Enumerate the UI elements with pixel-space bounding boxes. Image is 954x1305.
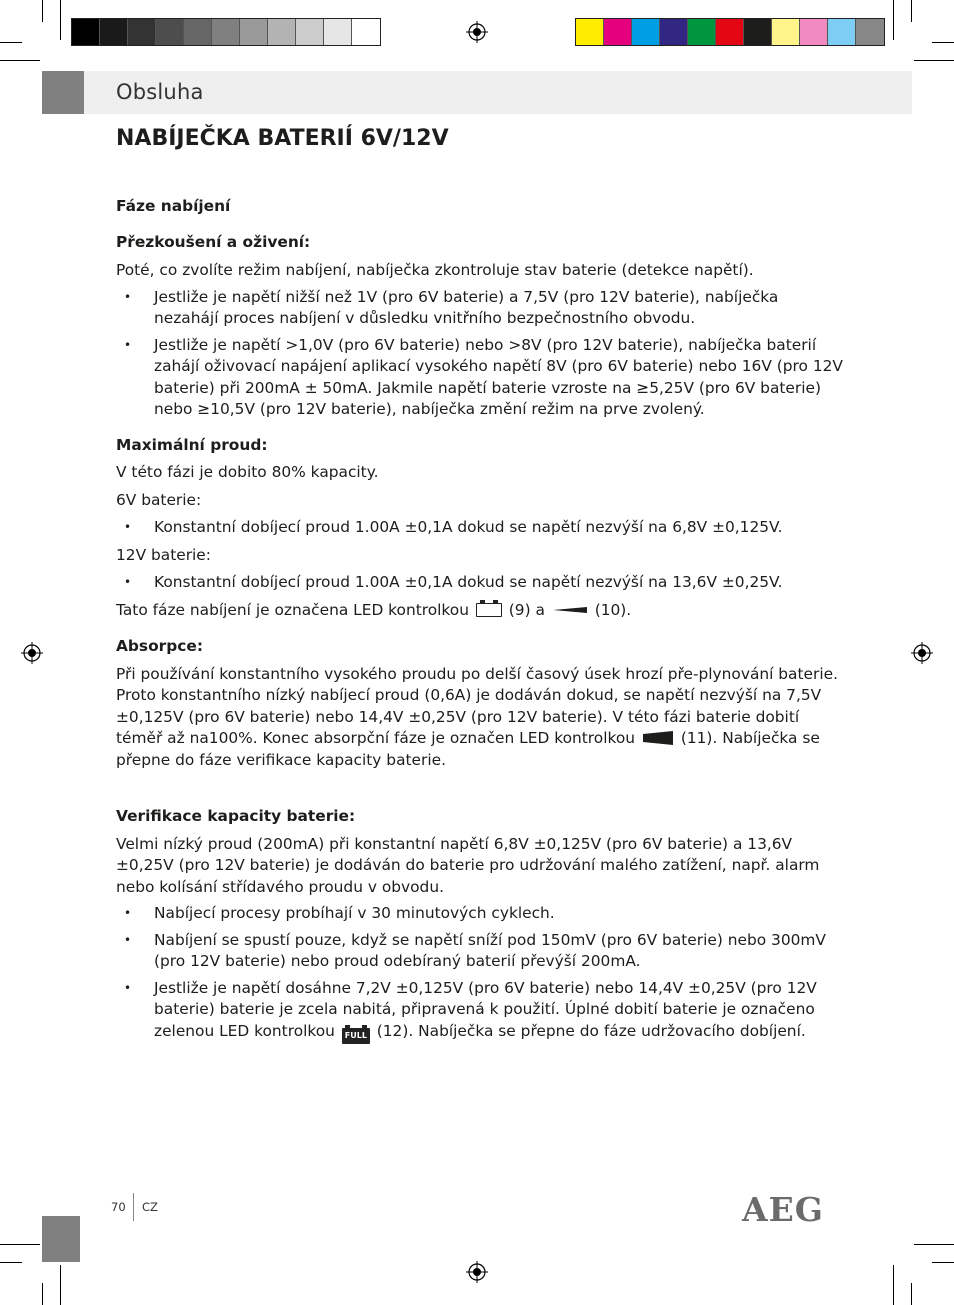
text: Při používání konstantního vysokého proudu po delší časový úsek hrozí pře-plynování baterie. Proto konstantního nízký nabíjecí proud (0,6A) je dodáván dokud, se napětí nezvýší na 7,5V ±0,125V (pro 6V baterie) nebo 14,4V ±0,25V (pro 12V baterie). V této fázi baterie dobití téměř až na100%. Konec absorpční fáze je označen LED kontrolkou [116,664,838,747]
registration-mark-icon [911,642,933,664]
footer-divider [133,1193,134,1221]
heading-charging-phases: Fáze nabíjení [116,197,231,215]
footer-tab-block [42,1216,80,1262]
crop-mark [911,1283,912,1305]
crop-mark [911,0,912,22]
crop-mark [893,0,894,40]
crop-mark [0,1262,22,1263]
list-item: • Konstantní dobíjecí proud 1.00A ±0,1A dokud se napětí nezvýší na 13,6V ±0,25V. [116,572,846,594]
battery-full-icon: FULL [342,1028,370,1044]
color-swatch [744,19,772,45]
page-number: 70 [111,1200,126,1214]
registration-mark-icon [466,1261,488,1283]
heading-max-current: Maximální proud: [116,435,268,454]
language-code: CZ [142,1200,158,1214]
crop-mark [893,1265,894,1305]
text: Tato fáze nabíjení je označena LED kontrolkou [116,600,469,619]
text: (12). Nabíječka se přepne do fáze udržovacího dobíjení. [376,1021,806,1040]
crop-mark [932,1262,954,1263]
battery-led-icon [476,603,502,617]
color-swatch [716,19,744,45]
registration-mark-icon [466,21,488,43]
crop-mark [0,60,40,61]
main-content [116,196,846,1044]
color-swatch [660,19,688,45]
charge-level-low-icon [553,606,587,614]
heading-test: Přezkoušení a oživení: [116,232,311,251]
text: Jestliže je napětí dosáhne 7,2V ±0,125V (pro 6V baterie) nebo 14,4V ±0,25V (pro 12V baterie) baterie je zcela nabitá, připravená k použití. Úplné dobití baterie je označeno zelenou LED kontrolkou [154,978,817,1040]
registration-mark-icon [21,642,43,664]
crop-mark [914,60,954,61]
list-item: • Jestliže je napětí >1,0V (pro 6V baterie) nebo >8V (pro 12V baterie), nabíječka baterií zahájí oživovací napájení aplikací vysokého napětí 8V (pro 6V baterie) nebo 16V (pro 12V baterie) při 200mA ± 50mA. Jakmile napětí baterie vzroste na ≥5,25V (pro 6V baterie) nebo ≥10,5V (pro 12V baterie), nabíječka změní režim na prve zvolený. [116,335,846,421]
paragraph: Velmi nízký proud (200mA) při konstantní napětí 6,8V ±0,125V (pro 6V baterie) a 13,6V ±0,25V (pro 12V baterie) je dodáván do baterie pro udržování malého zatížení, např. alarm nebo kolísání střídavého proudu v obvodu. [116,834,820,896]
color-swatch [800,19,828,45]
paragraph: Poté, co zvolíte režim nabíjení, nabíječka zkontroluje stav baterie (detekce napětí). [116,261,754,279]
crop-mark [932,42,954,43]
paragraph: V této fázi je dobito 80% kapacity. [116,463,379,481]
text: (9) a [508,600,545,619]
color-swatch [128,19,156,45]
crop-mark [0,1244,40,1245]
crop-mark [42,1283,43,1305]
color-swatch [352,19,380,45]
bullet-list [116,903,846,1044]
color-swatch [632,19,660,45]
list-item: • Jestliže je napětí nižší než 1V (pro 6V baterie) a 7,5V (pro 12V baterie), nabíječka nezahájí proces nabíjení v důsledku vnitřního bezpečnostního obvodu. [116,287,846,330]
heading-absorption: Absorpce: [116,637,203,655]
crop-mark [42,0,43,22]
bullet-list [116,287,846,421]
aeg-logo: AEG [742,1190,824,1229]
text: (11). Nabíječka se přepne do fáze verifikace kapacity baterie. [116,729,820,769]
color-swatch [856,19,884,45]
crop-mark [60,0,61,40]
crop-mark [914,1244,954,1245]
color-swatch [828,19,856,45]
list-item: • Nabíjení se spustí pouze, když se napětí sníží pod 150mV (pro 6V baterie) nebo 300mV (pro 12V baterie) nebo proud odebíraný baterií převýší 200mA. [116,930,846,973]
header-bar [84,71,912,114]
color-swatch [772,19,800,45]
label-6v: 6V baterie: [116,490,202,509]
color-swatch [324,19,352,45]
charge-level-high-icon [643,731,673,745]
crop-mark [0,42,22,43]
process-color-bar [575,18,885,46]
color-swatch [576,19,604,45]
crop-mark [60,1265,61,1305]
color-swatch [184,19,212,45]
heading-verification: Verifikace kapacity baterie: [116,807,356,825]
paragraph [116,664,846,772]
color-swatch [604,19,632,45]
section-title: Obsluha [116,80,204,104]
color-swatch [72,19,100,45]
list-item: • Konstantní dobíjecí proud 1.00A ±0,1A dokud se napětí nezvýší na 6,8V ±0,125V. [116,517,846,539]
page-title: NABÍJEČKA BATERIÍ 6V/12V [116,126,449,151]
color-swatch [212,19,240,45]
color-swatch [156,19,184,45]
grayscale-color-bar [71,18,381,46]
list-item: • Nabíjecí procesy probíhají v 30 minutových cyklech. [116,903,846,925]
bullet-list [116,572,846,594]
color-swatch [268,19,296,45]
color-swatch [688,19,716,45]
header-tab-block [42,71,84,114]
color-swatch [240,19,268,45]
list-item [116,978,846,1044]
color-swatch [100,19,128,45]
paragraph [116,600,846,622]
bullet-list [116,517,846,539]
text: (10). [594,600,632,619]
color-swatch [296,19,324,45]
label-12v: 12V baterie: [116,545,211,564]
